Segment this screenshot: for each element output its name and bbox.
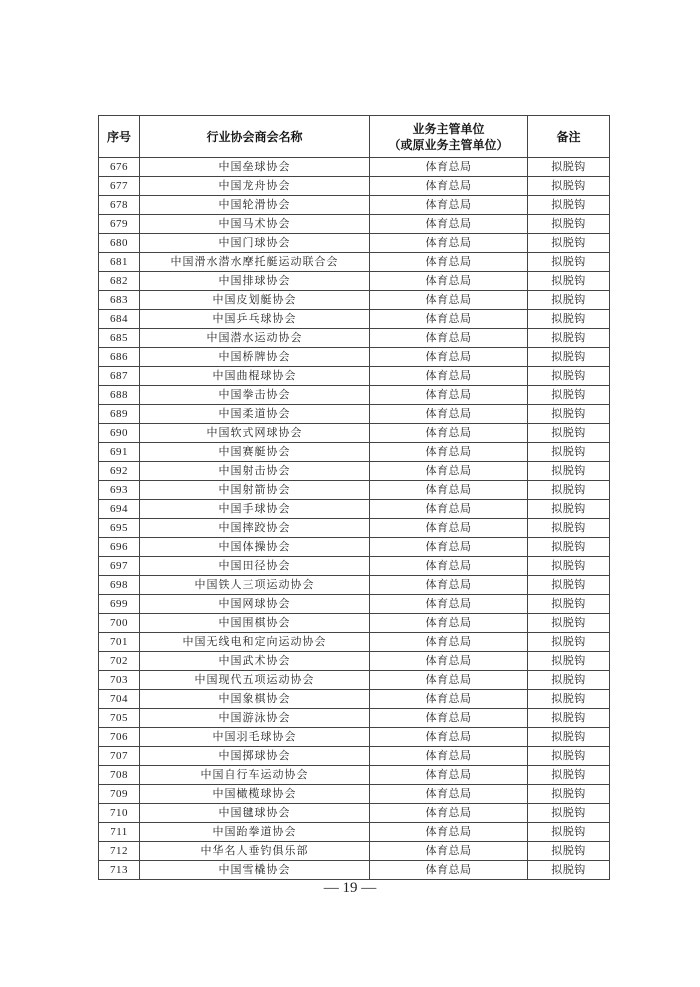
association-name: 中国龙舟协会: [140, 177, 370, 196]
table-row: [99, 595, 610, 614]
row-note: 拟脱钩: [528, 804, 610, 823]
association-name: 中国橄榄球协会: [140, 785, 370, 804]
association-name: 中国门球协会: [140, 234, 370, 253]
supervising-unit: 体育总局: [370, 253, 528, 272]
row-note: 拟脱钩: [528, 576, 610, 595]
supervising-unit: 体育总局: [370, 823, 528, 842]
supervising-unit: 体育总局: [370, 196, 528, 215]
table-row: [99, 652, 610, 671]
page-number: — 19 —: [323, 880, 377, 896]
supervising-unit: 体育总局: [370, 804, 528, 823]
row-number: 709: [99, 785, 140, 804]
table-header-row: [99, 116, 610, 158]
row-number: 699: [99, 595, 140, 614]
row-note: 拟脱钩: [528, 234, 610, 253]
row-number: 710: [99, 804, 140, 823]
association-name: 中国皮划艇协会: [140, 291, 370, 310]
row-number: 702: [99, 652, 140, 671]
supervising-unit: 体育总局: [370, 519, 528, 538]
table-row: [99, 500, 610, 519]
row-note: 拟脱钩: [528, 785, 610, 804]
table-row: [99, 310, 610, 329]
row-number: 706: [99, 728, 140, 747]
table-row: [99, 196, 610, 215]
row-number: 682: [99, 272, 140, 291]
association-name: 中国网球协会: [140, 595, 370, 614]
association-name: 中国自行车运动协会: [140, 766, 370, 785]
supervising-unit: 体育总局: [370, 234, 528, 253]
supervising-unit: 体育总局: [370, 215, 528, 234]
row-number: 693: [99, 481, 140, 500]
supervising-unit: 体育总局: [370, 272, 528, 291]
row-number: 700: [99, 614, 140, 633]
supervising-unit: 体育总局: [370, 348, 528, 367]
supervising-unit: 体育总局: [370, 633, 528, 652]
table-row: [99, 272, 610, 291]
supervising-unit: 体育总局: [370, 538, 528, 557]
table-row: [99, 861, 610, 880]
table-row: [99, 576, 610, 595]
row-number: 708: [99, 766, 140, 785]
association-name: 中国滑水潜水摩托艇运动联合会: [140, 253, 370, 272]
table-row: [99, 519, 610, 538]
supervising-unit: 体育总局: [370, 462, 528, 481]
row-number: 690: [99, 424, 140, 443]
association-name: 中国桥牌协会: [140, 348, 370, 367]
row-number: 698: [99, 576, 140, 595]
supervising-unit: 体育总局: [370, 158, 528, 177]
association-name: 中国铁人三项运动协会: [140, 576, 370, 595]
row-number: 686: [99, 348, 140, 367]
table-row: [99, 709, 610, 728]
header-note: 备注: [528, 116, 610, 158]
supervising-unit: 体育总局: [370, 177, 528, 196]
row-number: 678: [99, 196, 140, 215]
association-name: 中国柔道协会: [140, 405, 370, 424]
table-row: [99, 177, 610, 196]
association-name: 中国马术协会: [140, 215, 370, 234]
row-note: 拟脱钩: [528, 614, 610, 633]
row-note: 拟脱钩: [528, 481, 610, 500]
row-note: 拟脱钩: [528, 196, 610, 215]
table-row: [99, 291, 610, 310]
row-number: 684: [99, 310, 140, 329]
row-number: 689: [99, 405, 140, 424]
row-number: 711: [99, 823, 140, 842]
row-note: 拟脱钩: [528, 158, 610, 177]
row-note: 拟脱钩: [528, 842, 610, 861]
row-number: 691: [99, 443, 140, 462]
row-number: 679: [99, 215, 140, 234]
row-number: 696: [99, 538, 140, 557]
row-note: 拟脱钩: [528, 500, 610, 519]
row-number: 680: [99, 234, 140, 253]
association-name: 中国赛艇协会: [140, 443, 370, 462]
row-note: 拟脱钩: [528, 367, 610, 386]
association-name: 中国无线电和定向运动协会: [140, 633, 370, 652]
supervising-unit: 体育总局: [370, 500, 528, 519]
header-supervising-unit-line2: （或原业务主管单位）: [388, 137, 509, 152]
supervising-unit: 体育总局: [370, 690, 528, 709]
row-note: 拟脱钩: [528, 443, 610, 462]
association-name: 中国潜水运动协会: [140, 329, 370, 348]
supervising-unit: 体育总局: [370, 766, 528, 785]
row-number: 681: [99, 253, 140, 272]
row-number: 695: [99, 519, 140, 538]
table-body: [99, 158, 610, 880]
association-name: 中国象棋协会: [140, 690, 370, 709]
row-note: 拟脱钩: [528, 253, 610, 272]
supervising-unit: 体育总局: [370, 652, 528, 671]
supervising-unit: 体育总局: [370, 842, 528, 861]
association-name: 中国软式网球协会: [140, 424, 370, 443]
table-row: [99, 234, 610, 253]
supervising-unit: 体育总局: [370, 386, 528, 405]
table-row: [99, 557, 610, 576]
association-name: 中国游泳协会: [140, 709, 370, 728]
table-row: [99, 804, 610, 823]
supervising-unit: 体育总局: [370, 424, 528, 443]
table-row: [99, 462, 610, 481]
row-number: 676: [99, 158, 140, 177]
table-row: [99, 842, 610, 861]
supervising-unit: 体育总局: [370, 443, 528, 462]
table-row: [99, 443, 610, 462]
row-note: 拟脱钩: [528, 671, 610, 690]
row-number: 677: [99, 177, 140, 196]
row-note: 拟脱钩: [528, 177, 610, 196]
table-row: [99, 614, 610, 633]
supervising-unit: 体育总局: [370, 595, 528, 614]
supervising-unit: 体育总局: [370, 405, 528, 424]
association-name: 中国羽毛球协会: [140, 728, 370, 747]
table-row: [99, 424, 610, 443]
association-name: 中国射箭协会: [140, 481, 370, 500]
supervising-unit: 体育总局: [370, 557, 528, 576]
table-row: [99, 633, 610, 652]
supervising-unit: 体育总局: [370, 310, 528, 329]
table-row: [99, 747, 610, 766]
row-number: 697: [99, 557, 140, 576]
header-number: 序号: [99, 116, 140, 158]
row-number: 712: [99, 842, 140, 861]
association-name: 中国现代五项运动协会: [140, 671, 370, 690]
association-name: 中国跆拳道协会: [140, 823, 370, 842]
row-note: 拟脱钩: [528, 424, 610, 443]
header-supervising-unit-line1: 业务主管单位: [412, 121, 485, 136]
header-association-name: 行业协会商会名称: [140, 116, 370, 158]
association-name: 中国拳击协会: [140, 386, 370, 405]
row-note: 拟脱钩: [528, 519, 610, 538]
row-number: 705: [99, 709, 140, 728]
row-note: 拟脱钩: [528, 348, 610, 367]
table-row: [99, 785, 610, 804]
row-number: 707: [99, 747, 140, 766]
row-note: 拟脱钩: [528, 329, 610, 348]
association-name: 中国田径协会: [140, 557, 370, 576]
association-name: 中国轮滑协会: [140, 196, 370, 215]
association-name: 中国垒球协会: [140, 158, 370, 177]
table-row: [99, 481, 610, 500]
table-row: [99, 728, 610, 747]
table-row: [99, 348, 610, 367]
row-note: 拟脱钩: [528, 652, 610, 671]
row-number: 685: [99, 329, 140, 348]
supervising-unit: 体育总局: [370, 709, 528, 728]
association-name: 中国手球协会: [140, 500, 370, 519]
association-table: [98, 115, 610, 880]
supervising-unit: 体育总局: [370, 747, 528, 766]
header-supervising-unit: [370, 116, 528, 158]
association-name: 中国武术协会: [140, 652, 370, 671]
association-name: 中国排球协会: [140, 272, 370, 291]
table-row: [99, 823, 610, 842]
row-note: 拟脱钩: [528, 557, 610, 576]
row-note: 拟脱钩: [528, 462, 610, 481]
row-number: 692: [99, 462, 140, 481]
association-name: 中国毽球协会: [140, 804, 370, 823]
row-note: 拟脱钩: [528, 766, 610, 785]
row-number: 694: [99, 500, 140, 519]
supervising-unit: 体育总局: [370, 728, 528, 747]
row-number: 688: [99, 386, 140, 405]
table-row: [99, 386, 610, 405]
row-number: 683: [99, 291, 140, 310]
association-name: 中国射击协会: [140, 462, 370, 481]
row-note: 拟脱钩: [528, 595, 610, 614]
row-note: 拟脱钩: [528, 291, 610, 310]
association-name: 中华名人垂钓俱乐部: [140, 842, 370, 861]
row-note: 拟脱钩: [528, 823, 610, 842]
row-note: 拟脱钩: [528, 405, 610, 424]
row-note: 拟脱钩: [528, 215, 610, 234]
supervising-unit: 体育总局: [370, 861, 528, 880]
row-number: 704: [99, 690, 140, 709]
row-note: 拟脱钩: [528, 728, 610, 747]
table-row: [99, 329, 610, 348]
table-row: [99, 538, 610, 557]
supervising-unit: 体育总局: [370, 481, 528, 500]
row-number: 713: [99, 861, 140, 880]
row-number: 701: [99, 633, 140, 652]
supervising-unit: 体育总局: [370, 367, 528, 386]
row-note: 拟脱钩: [528, 310, 610, 329]
supervising-unit: 体育总局: [370, 614, 528, 633]
table-row: [99, 405, 610, 424]
table-row: [99, 690, 610, 709]
table-row: [99, 215, 610, 234]
row-note: 拟脱钩: [528, 709, 610, 728]
supervising-unit: 体育总局: [370, 291, 528, 310]
row-note: 拟脱钩: [528, 633, 610, 652]
row-note: 拟脱钩: [528, 272, 610, 291]
supervising-unit: 体育总局: [370, 329, 528, 348]
association-name: 中国乒乓球协会: [140, 310, 370, 329]
supervising-unit: 体育总局: [370, 576, 528, 595]
table-row: [99, 367, 610, 386]
association-name: 中国体操协会: [140, 538, 370, 557]
row-number: 703: [99, 671, 140, 690]
supervising-unit: 体育总局: [370, 671, 528, 690]
row-note: 拟脱钩: [528, 386, 610, 405]
table-row: [99, 766, 610, 785]
table-row: [99, 158, 610, 177]
table-row: [99, 671, 610, 690]
row-note: 拟脱钩: [528, 538, 610, 557]
row-note: 拟脱钩: [528, 690, 610, 709]
association-name: 中国围棋协会: [140, 614, 370, 633]
association-name: 中国摔跤协会: [140, 519, 370, 538]
row-number: 687: [99, 367, 140, 386]
table-row: [99, 253, 610, 272]
row-note: 拟脱钩: [528, 747, 610, 766]
association-name: 中国雪橇协会: [140, 861, 370, 880]
association-name: 中国曲棍球协会: [140, 367, 370, 386]
supervising-unit: 体育总局: [370, 785, 528, 804]
row-note: 拟脱钩: [528, 861, 610, 880]
association-name: 中国掷球协会: [140, 747, 370, 766]
